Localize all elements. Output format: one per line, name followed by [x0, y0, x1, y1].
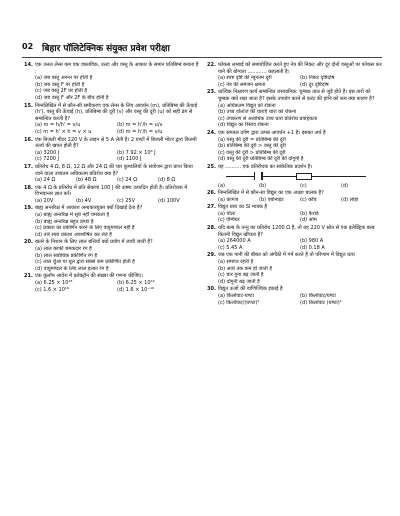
- question-number: 14.: [24, 62, 33, 68]
- answer-option: (a) बाह्य अन्तरिक्ष में सूर्य नहीं चमकता है: [35, 212, 110, 219]
- question-text: फोकस लम्बाई को समायोजित करते हुए नेत्र की निकट और दूर दोनों वस्तुओं पर फोकस कर पाने की योग्यता ............ कहलाती है।: [218, 62, 382, 75]
- question-item: [24, 205, 199, 238]
- options-list: [35, 150, 199, 163]
- options-list: [35, 75, 199, 101]
- question-number: 17.: [24, 163, 33, 170]
- answer-option: (b) निकट दृष्टिदोष: [300, 75, 335, 82]
- answer-option: (b) जब वस्तु F पर होती है: [35, 81, 85, 88]
- answer-option: (c) ऐम्पियर: [218, 217, 240, 224]
- answer-option: (d) दोगुनी बढ़ जाती है: [218, 278, 260, 285]
- answer-option: (b) 48 Ω: [76, 177, 97, 184]
- options-list: [35, 177, 199, 184]
- answer-option: (d) दूर दृष्टिदोष: [300, 81, 329, 88]
- question-text: विद्युत धारा का SI मात्रक है: [218, 204, 268, 211]
- answer-option: (d) किलोवाट (घण्टा)²: [300, 299, 342, 306]
- answer-option: (c) वस्तु की दूरी > प्रतिबिम्ब की दूरी: [218, 149, 286, 156]
- answer-option: (a) 6.25 × 10¹⁸: [35, 280, 73, 286]
- question-number: 30.: [207, 286, 216, 293]
- answer-option: (c) 25V: [117, 197, 136, 204]
- answer-option: (c) लाल धुँआ या धूल द्वारा सबसे कम प्रकीर्णित होती है: [35, 259, 135, 266]
- answer-option: (c) जब वस्तु 2F पर होती है: [35, 88, 88, 95]
- question-number: 25.: [207, 163, 216, 170]
- question-item: [24, 164, 199, 184]
- answer-option: (d) 8 Ω: [158, 177, 176, 184]
- options-list: [35, 246, 199, 272]
- answer-option: (c) 1.6 × 10¹⁹: [35, 286, 69, 293]
- question-text: प्रतिरोध 4 Ω, 8 Ω, 12 Ω और 24 Ω की चार कुण्डलियों के संयोजन द्वारा प्राप्त किया जाने वाला उच्चतम अधिकतम प्रतिरोध क्या है?: [35, 163, 193, 177]
- options-list: [35, 198, 199, 205]
- circuit-diagram: [218, 172, 382, 182]
- answer-option: (d) वायुमण्डल के लिए लाल हल्का रंग है: [35, 265, 109, 272]
- left-question-column: [24, 62, 199, 294]
- question-item: [207, 130, 382, 163]
- page-title: बिहार पॉलिटेक्निक संयुक्त प्रवेश परीक्षा: [42, 44, 170, 54]
- answer-option: (a) समाप्त रहती है: [218, 259, 254, 266]
- options-list: [218, 293, 382, 306]
- question-item: [207, 225, 382, 251]
- answer-option: (b): [259, 182, 267, 189]
- question-item: [207, 204, 382, 224]
- options-list: [218, 238, 382, 251]
- question-number: 24.: [207, 129, 216, 136]
- question-item: [24, 185, 199, 205]
- answer-option: (d) वस्तु की दूरी प्रतिबिम्ब की दूरी की दोगुनी है: [218, 156, 304, 163]
- answer-option: (a) किलोवाट-घण्टा: [218, 293, 254, 299]
- question-item: [207, 164, 382, 189]
- answer-option: (d) 1.6 × 10⁻¹⁹: [117, 286, 154, 293]
- answer-option: (b) किलोवाट/घण्टा: [300, 293, 336, 299]
- question-text: निम्नलिखित में से कौन-सी समीकरण एक लेन्स के लिए आवर्धन (m), प्रतिबिम्ब की ऊँचाई (h'), वस्तु की ऊँचाई (h), प्रतिबिम्ब की दूरी (v) और वस्तु की दूरी (u) को सही ढंग से सम्बन्धित करती है?: [35, 102, 198, 122]
- answer-option: (c) 5.45 A: [218, 244, 243, 251]
- question-number: 15.: [24, 102, 33, 109]
- question-text: एक उत्तल लेन्स कम एक वास्तविक, उल्टा और वस्तु के आकार के समान प्रतिबिम्ब बनाता है :: [35, 62, 199, 75]
- answer-option: (d) विद्युत का रिसाव रोकना: [218, 122, 269, 129]
- answer-option: (c): [300, 182, 307, 189]
- question-text: यह .......... एक प्रतिरोधक का सांकेतिक प्रदर्शन है।: [218, 163, 313, 170]
- answer-option: (c) नेत्र की समंजन क्षमता: [218, 81, 266, 88]
- answer-option: (a) 3200 J: [35, 149, 60, 156]
- answer-option: (b) 4V: [76, 197, 92, 204]
- answer-option: (d) m = h'/h = v/u: [117, 128, 163, 135]
- answer-option: (d) जब वस्तु F और 2F के बीच होती है: [35, 94, 109, 101]
- question-number: 23.: [207, 89, 216, 96]
- answer-option: (b) आधे तक कम हो जाती है: [218, 265, 273, 272]
- options-list: [218, 103, 382, 129]
- options-list: [218, 211, 382, 224]
- answer-option: (c) प्रकाश का प्रकीर्णन करने के लिए वायुमण्डल नहीं है: [35, 225, 135, 232]
- answer-option: (b) m = h'/h = u/v: [117, 122, 163, 129]
- question-item: [24, 273, 199, 293]
- question-item: [207, 62, 382, 88]
- answer-option: (c) उपकरण से अत्यधिक उच्च धारा प्रतिरोध प्रवाहकता: [218, 115, 318, 122]
- question-text: निम्नलिखित में से कौन-सा विद्युत का एक अच्छा चालक है?: [218, 190, 324, 197]
- question-text: बाह्य अन्तरिक्ष में आकाश अन्धकारयुक्त क्यों दिखाई देता है?: [35, 205, 143, 212]
- question-text: एक समतल दर्पण द्वारा उत्पन्न आवर्धन +1 है। इसका अर्थ है: [218, 129, 326, 136]
- answer-option: (d) तारे सारा प्रकाश अवशोषित कर लेते हैं: [35, 231, 112, 238]
- page-header: [22, 42, 382, 56]
- answer-option: (c) m = h' × h = v × u: [35, 128, 92, 135]
- options-list: [218, 75, 382, 88]
- answer-option: (d): [341, 182, 349, 189]
- answer-option: (b) बाह्य अन्तरिक्ष बहुत ठण्डा है: [35, 218, 94, 225]
- question-text: एक बिजली मीटर 220 V के लाइन से 5 A लेती है। 2 घण्टों में बिजली मोटर द्वारा कितनी ऊर्जा की खपत होती है?: [35, 136, 197, 150]
- options-list: [218, 183, 382, 190]
- options-list: [35, 212, 199, 238]
- question-text: एक कूलॉम आवेश में इलेक्ट्रॉन की संख्या की गणना कीजिए।: [35, 273, 143, 280]
- answer-option: (a) अधिकतम विद्युत को रोकना: [218, 102, 276, 109]
- answer-option: (c) 24 Ω: [117, 177, 138, 184]
- answer-option: (a) 24 Ω: [35, 177, 56, 184]
- answer-option: (d) लोहा: [341, 196, 359, 203]
- cell-symbol: [254, 172, 263, 180]
- question-item: [24, 103, 199, 136]
- answer-option: (b) 980 A: [300, 238, 324, 245]
- answer-option: (b) उच्च वोल्टेज की धाराएँ धारा को रोकना: [218, 109, 297, 116]
- answer-option: (a) कागज: [218, 196, 239, 203]
- answer-option: (c) कॉच: [300, 196, 317, 203]
- answer-option: (a) m = h/h' = v/u: [35, 122, 81, 129]
- question-item: [207, 89, 382, 129]
- answer-option: (d) 1100 J: [117, 156, 142, 163]
- question-number: 26.: [207, 190, 216, 197]
- answer-option: (a) जब वस्तु अनन्त पर होती है: [35, 75, 93, 82]
- answer-option: (d) 100V: [158, 197, 180, 204]
- answer-option: (a) वोल्ट: [218, 210, 236, 217]
- answer-option: (a) स्पष्ट दृष्टि की न्यूनतम दूरी: [218, 75, 272, 82]
- question-number: 27.: [207, 204, 216, 211]
- question-number: 22.: [207, 62, 216, 68]
- answer-option: (c) चार गुना बढ़ जाती है: [218, 272, 264, 279]
- answer-option: (c) 7200 J: [35, 156, 60, 163]
- options-list: [35, 280, 199, 293]
- options-list: [35, 122, 199, 135]
- question-item: [24, 137, 199, 163]
- question-number: 29.: [207, 252, 216, 259]
- answer-option: (d) ओम: [300, 217, 317, 224]
- resistor-symbol: [296, 173, 312, 180]
- answer-option: (d) 0.18 A: [300, 244, 325, 251]
- answer-option: (a) 20V: [35, 197, 54, 204]
- header-divider: [22, 57, 382, 58]
- question-number: 20.: [24, 239, 33, 246]
- question-item: [207, 252, 382, 285]
- options-list: [218, 137, 382, 163]
- answer-option: (b) 7.92 × 10⁶ J: [117, 149, 156, 156]
- question-item: [207, 190, 382, 203]
- question-text: एक 4 Ω के प्रतिरोध में प्रति सेकण्ड 100 J की ऊष्मा उत्पादित होती है। प्रतिरोधक में विभवान्तर ज्ञात करें।: [35, 184, 188, 198]
- question-text: धात्विक निक्षारण कार्य सम्बन्धित रासायनिक: चुम्बक ताल से जुड़े होते हैं। इस तारों को चुम्बक क्यों रखा जाता है? इसके उपयोग करने से करंट की हानि को कम क्या कारण है?: [218, 89, 375, 102]
- answer-option: (b) फैराडे: [300, 210, 319, 217]
- question-item: [24, 62, 199, 102]
- question-item: [24, 239, 199, 272]
- answer-option: (b) एबोनाइट: [259, 196, 284, 203]
- question-number: 19.: [24, 205, 33, 212]
- answer-option: (b) 6.25 × 10¹⁹: [117, 280, 155, 286]
- answer-option: (a) वस्तु की दूरी = प्रतिबिम्ब की दूरी: [218, 136, 286, 143]
- question-number: 18.: [24, 184, 33, 191]
- options-list: [218, 259, 382, 285]
- answer-option: (b) लाल सर्वाधिक प्रकीर्णित रंग है: [35, 252, 98, 259]
- question-number: 16.: [24, 136, 33, 143]
- answer-option: (b) प्रतिबिम्ब की दूरी > वस्तु की दूरी: [218, 143, 286, 150]
- question-number: 21.: [24, 273, 33, 280]
- answer-option: (a) 264000 A: [218, 238, 251, 245]
- question-number: 28.: [207, 225, 216, 232]
- page-number: 02: [22, 42, 34, 51]
- question-text: यदि बल्ब के तन्तु का प्रतिरोध 1200 Ω है, तो यह 220 V स्रोत से एक इलेक्ट्रिक बल्ब कितनी विद्युत खींचता है?: [218, 225, 375, 238]
- options-list: [218, 197, 382, 204]
- question-text: खतरे के निशान के लिए लाल बत्तियाँ क्यों प्रयोग में लायी जाती हैं?: [35, 239, 153, 246]
- question-item: [207, 286, 382, 306]
- answer-option: (a) लाल काफी चमकदार रंग है: [35, 246, 92, 253]
- question-text: जब एक पानी की बीकर को अंगीठी में गर्म करते हैं तो परिणाम में विद्युत धारा: [218, 252, 355, 259]
- question-text: विद्युत ऊर्जा की वाणिज्यिक इकाई है: [218, 286, 283, 293]
- answer-option: (a): [218, 182, 225, 189]
- answer-option: (c) किलोवाट/(घण्टा)²: [218, 299, 260, 306]
- right-question-column: [207, 62, 382, 307]
